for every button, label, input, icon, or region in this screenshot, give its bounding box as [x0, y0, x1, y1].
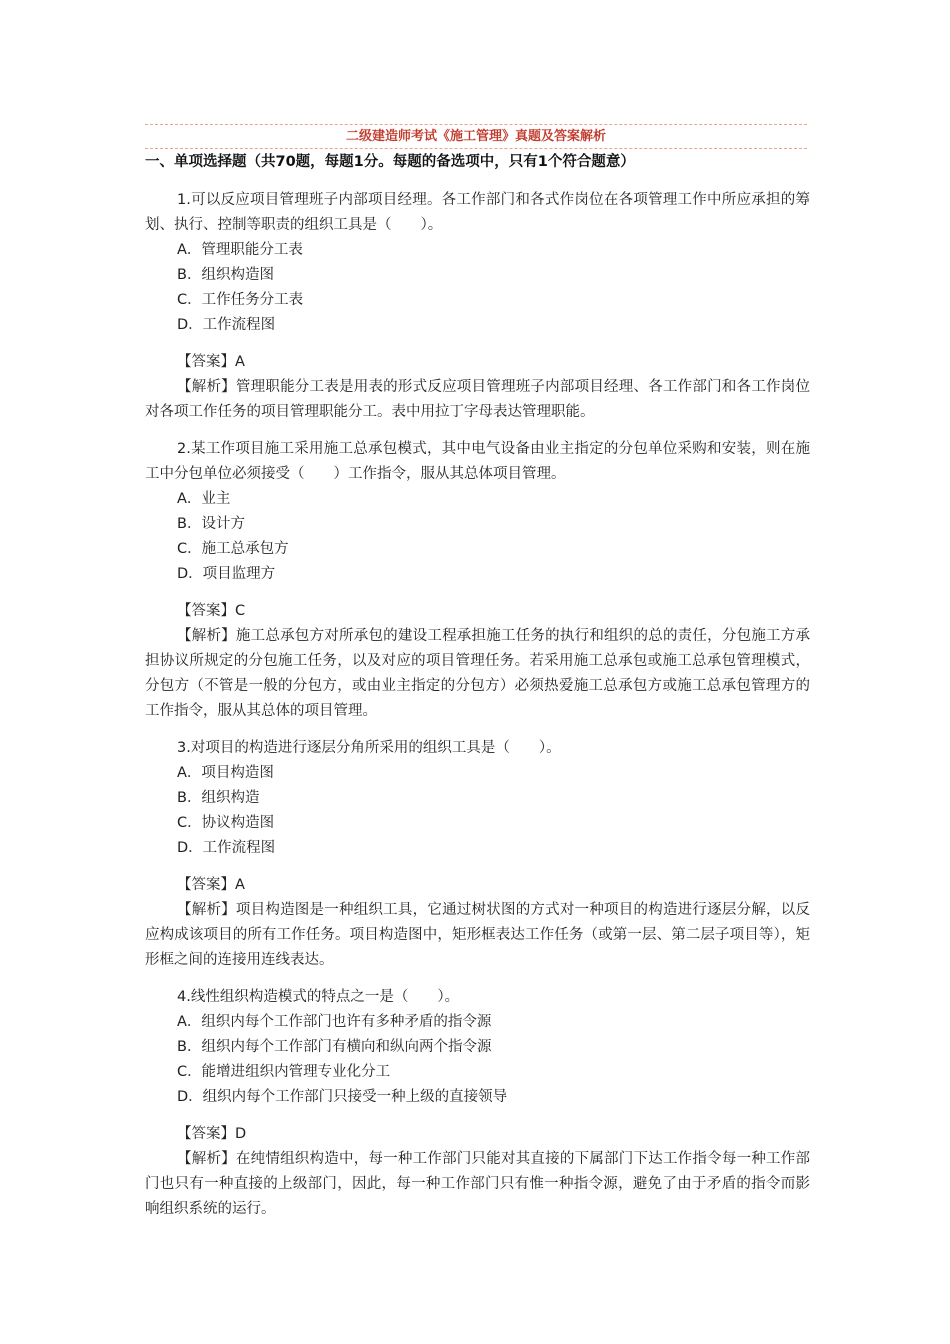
option-c: C．能增进组织内管理专业化分工 — [177, 1064, 391, 1080]
option-a: A．项目构造图 — [177, 765, 274, 781]
answer-line: 【答案】C — [177, 603, 246, 619]
question-stem: 2.某工作项目施工采用施工总承包模式，其中电气设备由业主指定的分包单位采购和安装，则在施工中分包单位必须接受（ ）工作指令，服从其总体项目管理。 — [145, 441, 810, 482]
title-top-divider — [145, 124, 807, 125]
option-b: B．组织构造 — [177, 790, 260, 806]
option-d: D．工作流程图 — [177, 317, 276, 333]
document-title: 二级建造师考试《施工管理》真题及答案解析 — [345, 129, 606, 144]
question-stem: 4.线性组织构造模式的特点之一是（ ）。 — [177, 989, 460, 1005]
option-d: D．项目监理方 — [177, 566, 276, 582]
option-a: A．组织内每个工作部门也许有多种矛盾的指令源 — [177, 1014, 492, 1030]
question-list — [145, 188, 810, 1234]
question-stem: 1.可以反应项目管理班子内部项目经理。各工作部门和各式作岗位在各项管理工作中所应承担的筹划、执行、控制等职责的组织工具是（ ）。 — [145, 192, 810, 233]
option-c: C．工作任务分工表 — [177, 292, 304, 308]
option-b: B．设计方 — [177, 516, 245, 532]
option-b: B．组织内每个工作部门有横向和纵向两个指令源 — [177, 1039, 492, 1055]
option-d: D．工作流程图 — [177, 840, 276, 856]
explanation: 【解析】在纯情组织构造中，每一种工作部门只能对其直接的下属部门下达工作指令每一种工作部门也只有一种直接的上级部门，因此，每一种工作部门只有惟一种指令源，避免了由于矛盾的指令而影响组织系统的运行。 — [145, 1151, 810, 1217]
answer-line: 【答案】D — [177, 1126, 247, 1142]
explanation: 【解析】管理职能分工表是用表的形式反应项目管理班子内部项目经理、各工作部门和各工作岗位对各项工作任务的项目管理职能分工。表中用拉丁字母表达管理职能。 — [145, 379, 810, 420]
option-a: A．管理职能分工表 — [177, 242, 303, 258]
question-block — [145, 985, 810, 1222]
explanation: 【解析】项目构造图是一种组织工具，它通过树状图的方式对一种项目的构造进行逐层分解，以反应构成该项目的所有工作任务。项目构造图中，矩形框表达工作任务（或第一层、第二层子项目等），矩形框之间的连接用连线表达。 — [145, 902, 810, 968]
section-heading: 一、单项选择题（共70题，每题1分。每题的备选项中，只有1个符合题意） — [145, 154, 635, 170]
option-a: A．业主 — [177, 491, 231, 507]
option-b: B．组织构造图 — [177, 267, 274, 283]
answer-line: 【答案】A — [177, 877, 245, 893]
explanation: 【解析】施工总承包方对所承包的建设工程承担施工任务的执行和组织的总的责任，分包施工方承担协议所规定的分包施工任务，以及对应的项目管理任务。若采用施工总承包或施工总承包管理模式，分包方（不管是一般的分包方，或由业主指定的分包方）必须热爱施工总承包方或施工总承包管理方的工作指令，服从其总体的项目管理。 — [145, 628, 810, 719]
question-block — [145, 188, 810, 425]
option-c: C．协议构造图 — [177, 815, 275, 831]
question-block — [145, 736, 810, 973]
option-d: D．组织内每个工作部门只接受一种上级的直接领导 — [177, 1089, 508, 1105]
question-block — [145, 437, 810, 724]
option-c: C．施工总承包方 — [177, 541, 289, 557]
question-stem: 3.对项目的构造进行逐层分角所采用的组织工具是（ ）。 — [177, 740, 561, 756]
answer-line: 【答案】A — [177, 354, 245, 370]
title-bottom-divider — [145, 148, 807, 149]
